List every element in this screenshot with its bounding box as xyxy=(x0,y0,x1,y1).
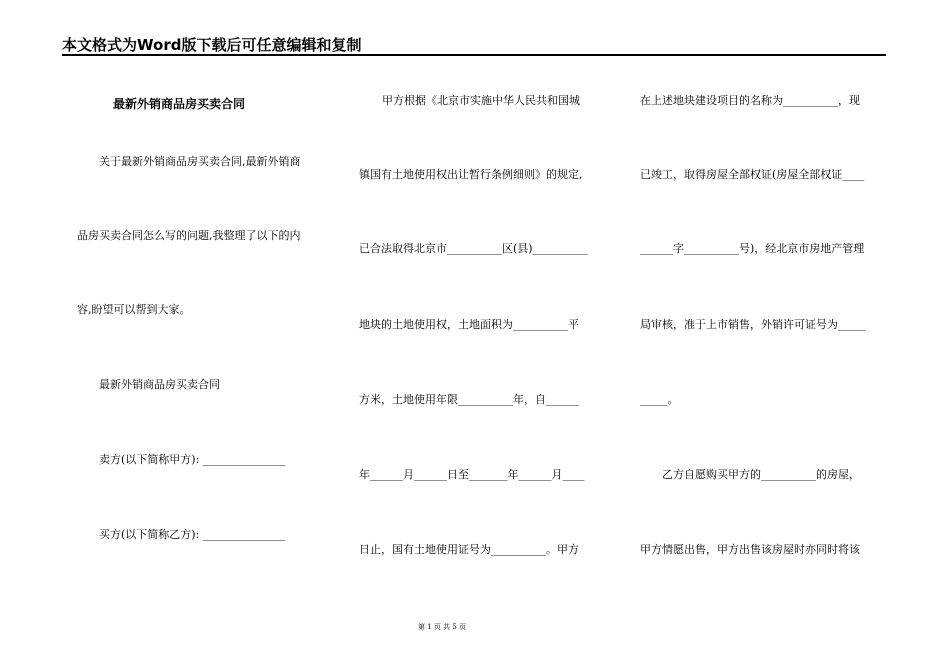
paragraph-line: 乙方自愿购买甲方的__________的房屋， xyxy=(662,468,860,481)
paragraph-line: 方米，土地使用年限__________年，自______ xyxy=(359,393,579,406)
paragraph-line: 局审核，准于上市销售，外销许可证号为_____ xyxy=(640,318,866,331)
document-title: 最新外销商品房买卖合同 xyxy=(113,97,246,111)
paragraph-line: 已竣工，取得房屋全部权证(房屋全部权证____ xyxy=(640,168,865,181)
paragraph-line: 卖方(以下简称甲方): _______________ xyxy=(99,453,286,466)
paragraph-line: 甲方根据《北京市实施中华人民共和国城 xyxy=(382,94,580,107)
paragraph-line: 容,盼望可以帮到大家。 xyxy=(77,303,191,316)
paragraph-line: 关于最新外销商品房买卖合同,最新外销商 xyxy=(99,155,301,168)
paragraph-line: 品房买卖合同怎么写的问题,我整理了以下的内 xyxy=(77,229,301,242)
page-indicator: 第 1 页 共 5 页 xyxy=(417,623,467,631)
paragraph-line: 地块的土地使用权，土地面积为__________平 xyxy=(359,318,579,331)
paragraph-line: 已合法取得北京市__________区(县)__________ xyxy=(359,242,588,255)
paragraph-line: _____。 xyxy=(640,393,679,406)
paragraph-line: 镇国有土地使用权出让暂行条例细则》的规定, xyxy=(359,168,583,181)
paragraph-line: 年______月______日至_______年______月____ xyxy=(359,468,585,481)
paragraph-line: 最新外销商品房买卖合同 xyxy=(99,378,220,391)
paragraph-line: 买方(以下简称乙方): _______________ xyxy=(99,528,286,541)
paragraph-line: ______字__________号)，经北京市房地产管理 xyxy=(640,242,865,255)
paragraph-line: 在上述地块建设项目的名称为__________，现 xyxy=(640,94,860,107)
paragraph-line: 日止，国有土地使用证号为__________。甲方 xyxy=(359,543,579,556)
header-banner: 本文格式为Word版下载后可任意编辑和复制 xyxy=(62,36,362,54)
paragraph-line: 甲方情愿出售，甲方出售该房屋时亦同时将该 xyxy=(640,543,860,556)
header-divider xyxy=(62,54,886,56)
